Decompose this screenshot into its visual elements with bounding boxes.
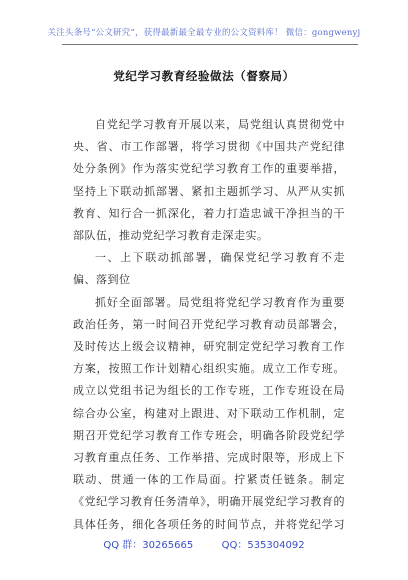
- footer-qq-group: QQ 群：30265665: [103, 540, 194, 551]
- paragraph-deployment: 抓好全面部署。局党组将党纪学习教育作为重要政治任务，第一时间召开党纪学习教育动员部署会，及时传达上级会议精神，研究制定党纪学习教育工作方案，按照工作计划精心组织实施。成立工作专班。成立以党组书记为组长的工作专班，工作专班设在局综合办公室，构建对上跟进、对下联动工作机制，定期召开党纪学习教育工作专班会，明确各阶段党纪学习教育重点任务、工作举措、完成时限等，形成上下联动、贯通一体的工作局面。拧紧责任链条。制定《党纪学习教育任务清单》，明确开展党纪学习教育的具体任务，细化各项任务的时间节点，并将党纪学习: [73, 295, 345, 531]
- paragraph-intro: 自党纪学习教育开展以来，局党组认真贯彻党中央、省、市工作部署，将学习贯彻《中国共产党纪律处分条例》作为落实党纪学习教育工作的重要举措，坚持上下联动抓部署、紧扣主题抓学习、从严从实抓教育、知行合一抓深化，着力打造忠诚干净担当的干部队伍，推动党纪学习教育走深走实。: [73, 118, 345, 243]
- footer-contact: [0, 536, 408, 551]
- top-banner: 关注头条号“公文研究”，获得最新最全最专业的公文资料库！ 微信：gongwenyj: [47, 28, 361, 38]
- document-body: [73, 114, 345, 534]
- section-heading-1: 一、上下联动抓部署，确保党纪学习教育不走偏、落到位: [73, 251, 345, 287]
- header-divider: [62, 44, 358, 45]
- document-title: 党纪学习教育经验做法（督察局）: [113, 69, 295, 83]
- footer-qq: QQ：535304092: [221, 540, 305, 551]
